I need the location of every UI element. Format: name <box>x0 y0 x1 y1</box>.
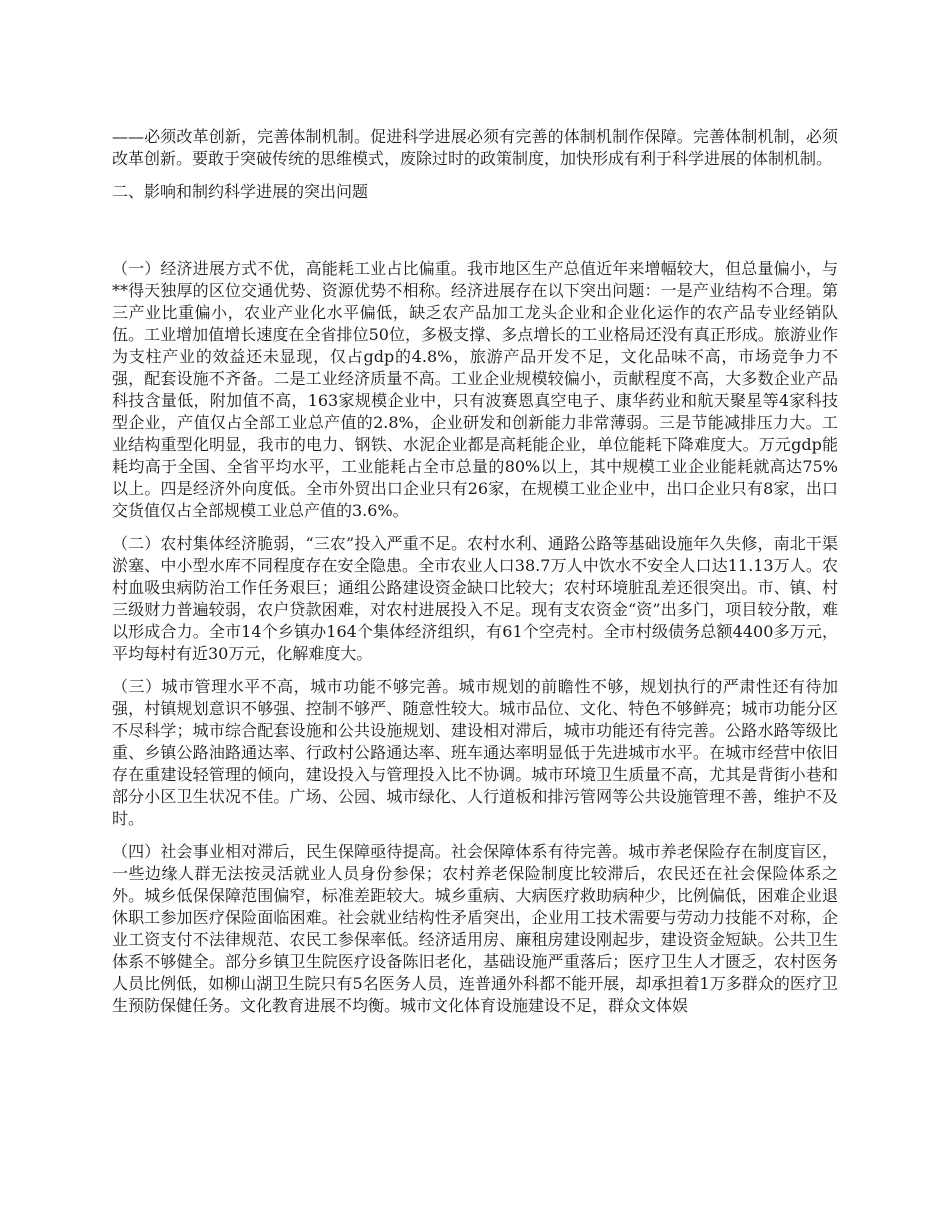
paragraph-urban: （三）城市管理水平不高，城市功能不够完善。城市规划的前瞻性不够，规划执行的严肃性还有待加强，村镇规划意识不够强、控制不够严、随意性较大。城市品位、文化、特色不够鲜亮；城市功能分区不尽科学；城市综合配套设施和公共设施规划、建设相对滞后，城市功能还有待完善。公路水路等级比重、乡镇公路油路通达率、行政村公路通达率、班车通达率明显低于先进城市水平。在城市经营中依旧存在重建设轻管理的倾向，建设投入与管理投入比不协调。城市环境卫生质量不高，尤其是背街小巷和部分小区卫生状况不佳。广场、公园、城市绿化、人行道板和排污管网等公共设施管理不善，维护不及时。 <box>112 677 838 828</box>
document-body <box>112 126 838 1028</box>
paragraph-rural: （二）农村集体经济脆弱，“三农”投入严重不足。农村水利、通路公路等基础设施年久失修，南北干渠淤塞、中小型水库不同程度存在安全隐患。全市农业人口38.7万人中饮水不安全人口达11.13万人。农村血吸虫病防治工作任务艰巨；通组公路建设资金缺口比较大；农村环境脏乱差还很突出。市、镇、村三级财力普遍较弱，农户贷款困难，对农村进展投入不足。现有支农资金“资”出多门，项目较分散，难以形成合力。全市14个乡镇办164个集体经济组织，有61个空壳村。全市村级债务总额4400多万元，平均每村有近30万元，化解难度大。 <box>112 534 838 663</box>
section-heading: 二、影响和制约科学进展的突出问题 <box>112 182 369 201</box>
paragraph-economy: （一）经济进展方式不优，高能耗工业占比偏重。我市地区生产总值近年来增幅较大，但总量偏小，与**得天独厚的区位交通优势、资源优势不相称。经济进展存在以下突出问题：一是产业结构不合理。第三产业比重偏小，农业产业化水平偏低，缺乏农产品加工龙头企业和企业化运作的农产品专业经销队伍。工业增加值增长速度在全省排位50位，多极支撑、多点增长的工业格局还没有真正形成。旅游业作为支柱产业的效益还未显现，仅占gdp的4.8%，旅游产品开发不足，文化品味不高，市场竞争力不强，配套设施不齐备。二是工业经济质量不高。工业企业规模较偏小，贡献程度不高，大多数企业产品科技含量低，附加值不高，163家规模企业中，只有波赛恩真空电子、康华药业和航天聚星等4家科技型企业，产值仅占全部工业总产值的2.8%，企业研发和创新能力非常薄弱。三是节能减排压力大。工业结构重型化明显，我市的电力、钢铁、水泥企业都是高耗能企业，单位能耗下降难度大。万元gdp能耗均高于全国、全省平均水平，工业能耗占全市总量的80%以上，其中规模工业企业能耗就高达75%以上。四是经济外向度低。全市外贸出口企业只有26家，在规模工业企业中，出口企业只有8家，出口交货值仅占全部规模工业总产值的3.6%。 <box>112 259 838 520</box>
section-spacer <box>112 203 838 258</box>
paragraph-social: （四）社会事业相对滞后，民生保障亟待提高。社会保障体系有待完善。城市养老保险存在制度盲区，一些边缘人群无法按灵活就业人员身份参保；农村养老保险制度比较滞后，农民还在社会保险体系之外。城乡低保保障范围偏窄，标准差距较大。城乡重病、大病医疗救助病种少，比例偏低，困难企业退休职工参加医疗保险面临困难。社会就业结构性矛盾突出，企业用工技术需要与劳动力技能不对称，企业工资支付不法律规范、农民工参保率低。经济适用房、廉租房建设刚起步，建设资金短缺。公共卫生体系不够健全。部分乡镇卫生院医疗设备陈旧老化，基础设施严重落后；医疗卫生人才匮乏，农村医务人员比例低，如柳山湖卫生院只有5名医务人员，连普通外科都不能开展，却承担着1万多群众的医疗卫生预防保健任务。文化教育进展不均衡。城市文化体育设施建设不足，群众文体娱 <box>112 842 838 1015</box>
paragraph-reform: ——必须改革创新，完善体制机制。促进科学进展必须有完善的体制机制作保障。完善体制机制，必须改革创新。要敢于突破传统的思维模式，废除过时的政策制度，加快形成有利于科学进展的体制机制。 <box>112 127 838 168</box>
